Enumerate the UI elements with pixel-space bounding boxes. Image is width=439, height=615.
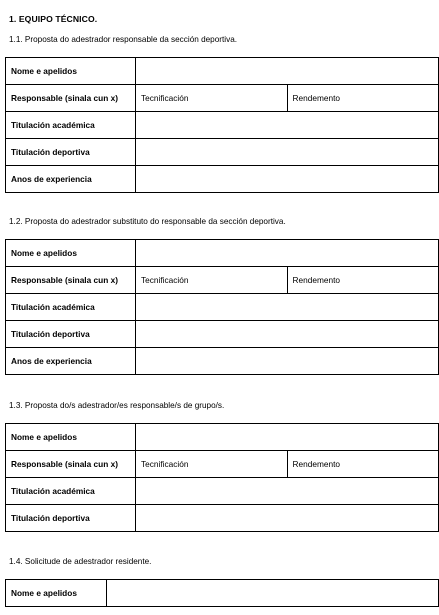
section-1-2-heading: 1.2. Proposta do adestrador substituto do responsable da sección deportiva.	[9, 217, 286, 226]
name-label: Nome e apelidos	[6, 240, 136, 267]
section-1-1-table	[5, 57, 439, 193]
tecnificacion-option[interactable]: Tecnificación	[136, 267, 288, 294]
sport-field[interactable]	[136, 321, 439, 348]
sport-label: Titulación deportiva	[6, 139, 136, 166]
name-field[interactable]	[136, 58, 439, 85]
table-row	[6, 580, 439, 607]
table-row	[6, 166, 439, 193]
section-1-3-table	[5, 423, 439, 532]
document-title: 1. EQUIPO TÉCNICO.	[9, 14, 98, 24]
experience-label: Anos de experiencia	[6, 166, 136, 193]
name-field[interactable]	[136, 424, 439, 451]
table-row	[6, 348, 439, 375]
academic-field[interactable]	[136, 294, 439, 321]
name-field[interactable]	[107, 580, 439, 607]
section-1-3-heading: 1.3. Proposta do/s adestrador/es responsable/s de grupo/s.	[9, 401, 225, 410]
sport-field[interactable]	[136, 505, 439, 532]
responsable-label: Responsable (sinala cun x)	[6, 85, 136, 112]
responsable-label: Responsable (sinala cun x)	[6, 451, 136, 478]
sport-field[interactable]	[136, 139, 439, 166]
table-row	[6, 267, 439, 294]
academic-field[interactable]	[136, 478, 439, 505]
sport-label: Titulación deportiva	[6, 321, 136, 348]
responsable-label: Responsable (sinala cun x)	[6, 267, 136, 294]
rendemento-option[interactable]: Rendemento	[287, 267, 439, 294]
table-row	[6, 505, 439, 532]
academic-label: Titulación académica	[6, 294, 136, 321]
name-label: Nome e apelidos	[6, 424, 136, 451]
experience-label: Anos de experiencia	[6, 348, 136, 375]
table-row	[6, 85, 439, 112]
table-row	[6, 139, 439, 166]
name-label: Nome e apelidos	[6, 580, 107, 607]
table-row	[6, 478, 439, 505]
tecnificacion-option[interactable]: Tecnificación	[136, 85, 288, 112]
table-row	[6, 58, 439, 85]
section-1-1-heading: 1.1. Proposta do adestrador responsable da sección deportiva.	[9, 35, 238, 44]
table-row	[6, 424, 439, 451]
section-1-2-table	[5, 239, 439, 375]
rendemento-option[interactable]: Rendemento	[287, 451, 439, 478]
section-1-4-table	[5, 579, 439, 607]
academic-label: Titulación académica	[6, 478, 136, 505]
experience-field[interactable]	[136, 166, 439, 193]
academic-field[interactable]	[136, 112, 439, 139]
name-label: Nome e apelidos	[6, 58, 136, 85]
section-1-4-heading: 1.4. Solicitude de adestrador residente.	[9, 557, 152, 566]
table-row	[6, 451, 439, 478]
academic-label: Titulación académica	[6, 112, 136, 139]
name-field[interactable]	[136, 240, 439, 267]
table-row	[6, 294, 439, 321]
tecnificacion-option[interactable]: Tecnificación	[136, 451, 288, 478]
sport-label: Titulación deportiva	[6, 505, 136, 532]
rendemento-option[interactable]: Rendemento	[287, 85, 439, 112]
table-row	[6, 321, 439, 348]
table-row	[6, 240, 439, 267]
experience-field[interactable]	[136, 348, 439, 375]
table-row	[6, 112, 439, 139]
